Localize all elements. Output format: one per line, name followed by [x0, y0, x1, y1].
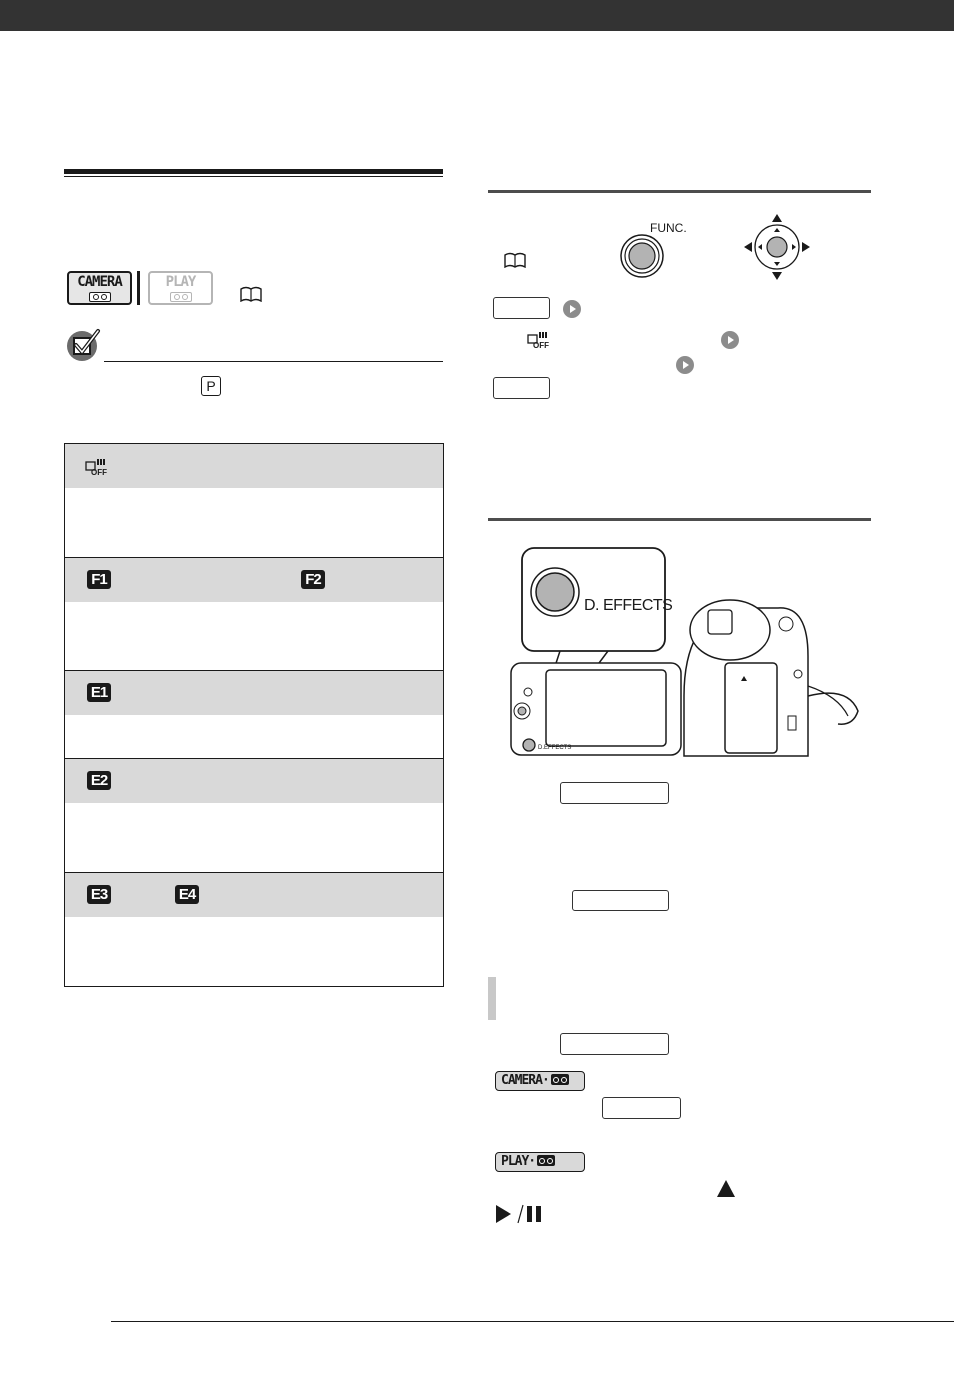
camera-tape-badge: CAMERA· [495, 1071, 585, 1091]
section-rule [488, 518, 871, 521]
effect-off-icon [85, 458, 107, 476]
deffects-callout-label: D. EFFECTS [584, 597, 673, 614]
tip-marker [488, 977, 496, 1020]
table-row-header [65, 444, 443, 488]
section-rule-thin [64, 176, 443, 177]
table-row-header [65, 670, 443, 715]
tape-icon [551, 1074, 569, 1085]
effect-3-icon: E3 [87, 885, 111, 904]
table-row-body [65, 803, 443, 872]
next-step-arrow-icon [676, 356, 694, 374]
func-key-box [493, 377, 550, 399]
program-mode-icon: P [201, 376, 221, 396]
camcorder-illustration [508, 546, 868, 761]
func-key-box [493, 297, 550, 319]
joystick-icon[interactable] [742, 212, 812, 282]
table-row-body [65, 917, 443, 986]
effect-2-icon: E2 [87, 771, 111, 790]
effect-1-icon: E1 [87, 683, 111, 702]
deffects-key-box [572, 890, 669, 911]
svg-text:OFF: OFF [533, 341, 549, 349]
deffects-key-box [560, 1033, 669, 1055]
table-row-header [65, 872, 443, 917]
next-step-arrow-icon [563, 300, 581, 318]
camera-mode-badge: CAMERA [67, 271, 132, 305]
section-rule [488, 190, 871, 193]
note-rule [104, 361, 443, 362]
book-reference-icon [504, 252, 526, 268]
func-button-label: FUNC. [650, 221, 687, 235]
effects-table [64, 443, 444, 987]
effect-off-icon [527, 331, 549, 349]
func-button-icon[interactable] [619, 233, 665, 279]
footer-rule [111, 1321, 954, 1322]
table-row-body [65, 715, 443, 758]
table-row-body [65, 488, 443, 557]
checkmark-box-icon [64, 327, 104, 363]
play-pause-icon [494, 1204, 546, 1224]
section-rule-thick [64, 169, 443, 174]
svg-text:OFF: OFF [91, 468, 107, 476]
tape-icon [170, 292, 192, 302]
play-mode-badge: PLAY [148, 271, 213, 305]
fader-1-icon: F1 [87, 570, 111, 589]
play-tape-badge: PLAY· [495, 1152, 585, 1172]
fader-2-icon: F2 [301, 570, 325, 589]
mode-divider [137, 271, 140, 305]
deffects-key-box [560, 782, 669, 804]
func-key-box [602, 1097, 681, 1119]
up-triangle-icon [716, 1179, 736, 1198]
tape-icon [537, 1155, 555, 1166]
deffects-small-label: D.EFFECTS [538, 745, 572, 751]
table-row-header [65, 758, 443, 803]
next-step-arrow-icon [721, 331, 739, 349]
book-reference-icon [240, 286, 262, 302]
table-row-body [65, 602, 443, 670]
table-row-header [65, 557, 443, 602]
effect-4-icon: E4 [175, 885, 199, 904]
tape-icon [89, 292, 111, 302]
header-bar [0, 0, 954, 31]
